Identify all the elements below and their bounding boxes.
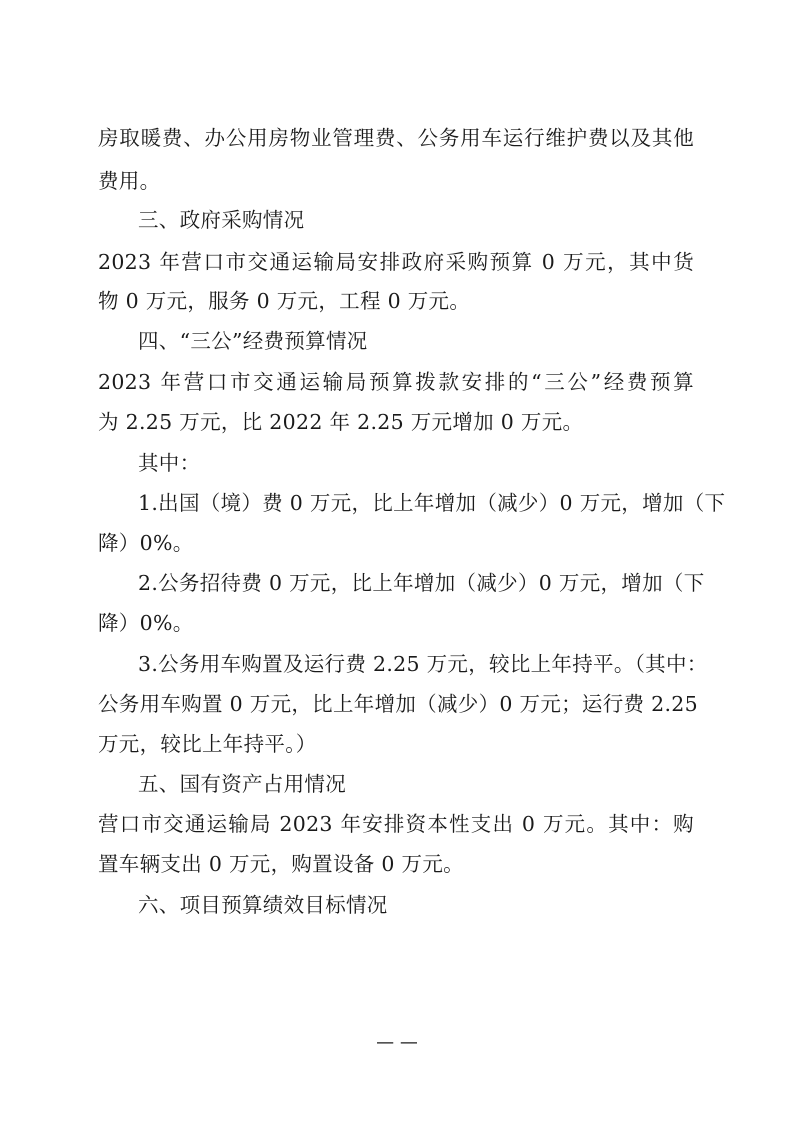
- list-item: 万元，较比上年持平。）: [98, 732, 317, 756]
- paragraph-line: 费用。: [98, 169, 161, 193]
- paragraph-line: 置车辆支出 0 万元，购置设备 0 万元。: [98, 852, 464, 876]
- section-heading: 四、“三公”经费预算情况: [138, 329, 368, 353]
- list-item: 降）0%。: [98, 531, 194, 555]
- list-item: 降）0%。: [98, 611, 194, 635]
- list-item: 1.出国（境）费 0 万元，比上年增加（减少）0 万元，增加（下: [138, 491, 726, 515]
- paragraph-line: 2023 年营口市交通运输局安排政府采购预算 0 万元，其中货: [98, 250, 694, 274]
- paragraph-line: 物 0 万元，服务 0 万元，工程 0 万元。: [98, 289, 471, 313]
- list-item: 2.公务招待费 0 万元，比上年增加（减少）0 万元，增加（下: [138, 571, 705, 595]
- paragraph-line: 房取暖费、办公用房物业管理费、公务用车运行维护费以及其他: [98, 126, 694, 150]
- paragraph-line: 其中：: [138, 451, 201, 475]
- section-heading: 三、政府采购情况: [138, 208, 305, 232]
- paragraph-line: 2023 年营口市交通运输局预算拨款安排的“三公”经费预算: [98, 370, 694, 394]
- page-number: — —: [376, 1032, 418, 1053]
- paragraph-line: 为 2.25 万元，比 2022 年 2.25 万元增加 0 万元。: [98, 410, 584, 434]
- section-heading: 五、国有资产占用情况: [138, 772, 346, 796]
- paragraph-line: 营口市交通运输局 2023 年安排资本性支出 0 万元。其中：购: [98, 812, 694, 836]
- list-item: 3.公务用车购置及运行费 2.25 万元，较比上年持平。（其中：: [138, 652, 708, 676]
- list-item: 公务用车购置 0 万元，比上年增加（减少）0 万元；运行费 2.25: [98, 692, 698, 716]
- section-heading: 六、项目预算绩效目标情况: [138, 893, 388, 917]
